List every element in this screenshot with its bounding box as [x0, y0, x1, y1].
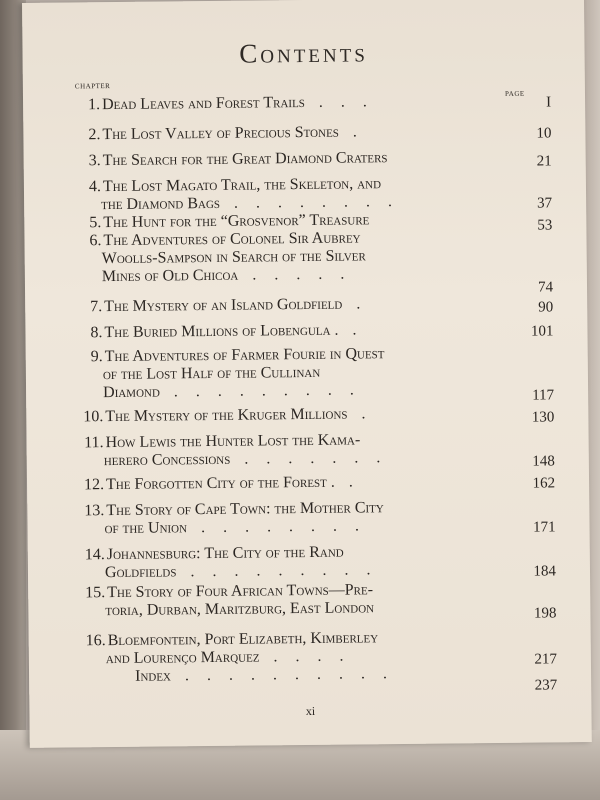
- page-number: 198: [533, 605, 557, 622]
- toc-entry-line: [78, 380, 526, 403]
- chapter-title-text: Goldfields: [104, 563, 177, 582]
- page-number-footer: xi: [305, 703, 316, 719]
- chapter-number: 2.: [88, 126, 101, 144]
- toc-entry-line: [75, 89, 525, 115]
- chapter-number: 6.: [89, 232, 102, 250]
- chapter-number: 3.: [88, 152, 101, 170]
- page-number: 90: [538, 299, 554, 316]
- leader-dots: . . . . . . . . .: [190, 561, 371, 581]
- toc-entry-line: [78, 404, 526, 427]
- leader-dots: .: [348, 473, 353, 491]
- page-number: 117: [532, 387, 555, 404]
- page-number: 74: [537, 279, 554, 296]
- leader-dots: . . . .: [273, 647, 344, 666]
- chapter-title-text: Bloemfontein, Port Elizabeth, Kimberley: [107, 629, 379, 650]
- leader-dots: . . . . . . . .: [200, 517, 360, 537]
- chapter-number: 10.: [83, 408, 104, 426]
- toc-entry[interactable]: [79, 498, 527, 539]
- toc-entry[interactable]: [76, 148, 524, 171]
- toc-entry[interactable]: [81, 664, 529, 687]
- toc-entry-line: [75, 122, 523, 145]
- toc-entry[interactable]: [75, 89, 525, 115]
- chapter-title-text: The Story of Four African Towns—Pre-: [107, 581, 374, 602]
- chapter-title-text: Mines of Old Chicoa: [101, 266, 239, 286]
- toc-entry-line: [79, 472, 527, 495]
- chapter-title-text: The Lost Magato Trail, the Skeleton, and: [102, 175, 382, 196]
- toc-entry-line: [76, 148, 524, 171]
- chapter-title-text: The Forgotten City of the Forest .: [105, 473, 335, 494]
- chapter-title-text: The Buried Millions of Lobengula .: [104, 321, 339, 342]
- chapter-title-text: How Lewis the Hunter Lost the Kama-: [105, 431, 361, 452]
- page-number: 217: [534, 651, 558, 668]
- leader-dots: .: [356, 295, 361, 313]
- chapter-number: 16.: [85, 632, 106, 650]
- leader-dots: .: [352, 123, 357, 141]
- leader-dots: .: [352, 321, 357, 339]
- leader-dots: . . . . .: [252, 265, 345, 284]
- chapter-number: 15.: [85, 584, 106, 602]
- chapter-number: 1.: [87, 96, 101, 114]
- toc-entry[interactable]: [76, 174, 524, 215]
- chapter-title-text: The Adventures of Farmer Fourie in Quest: [104, 345, 385, 366]
- toc-entry-line: [79, 448, 527, 471]
- page-title: Contents: [239, 37, 368, 69]
- page-number: 184: [533, 563, 557, 580]
- toc-entry-line: [81, 664, 529, 687]
- chapter-title-text: Index: [134, 667, 172, 685]
- chapter-title-text: The Hunt for the “Grosvenor” Treasure: [103, 211, 370, 232]
- chapter-number: 14.: [84, 546, 105, 564]
- page-number: 171: [532, 519, 556, 536]
- chapter-number: 12.: [83, 476, 105, 494]
- chapter-number: 8.: [90, 324, 103, 342]
- toc-entry[interactable]: [75, 122, 523, 145]
- page-number: 10: [536, 125, 552, 142]
- toc-entry[interactable]: [81, 628, 529, 669]
- chapter-title-text: toria, Durban, Maritzburg, East London: [105, 599, 375, 620]
- chapter-title-text: The Mystery of the Kruger Millions: [105, 405, 348, 426]
- chapter-title-text: The Lost Valley of Precious Stones: [102, 123, 339, 144]
- page-number: 37: [537, 195, 553, 212]
- toc-entry-line: [80, 560, 528, 583]
- toc-entry[interactable]: [76, 228, 525, 287]
- toc-entry-line: [80, 598, 528, 621]
- chapter-title-text: Dead Leaves and Forest Trails: [101, 93, 305, 114]
- leader-dots: . . . . . . . . .: [173, 381, 354, 401]
- leader-dots: . . .: [318, 93, 367, 111]
- book-page: [22, 0, 592, 748]
- chapter-title-text: and Lourenço Marquez: [105, 648, 260, 668]
- chapter-number: 7.: [90, 298, 103, 316]
- chapter-title-text: The Adventures of Colonel Sir Aubrey: [103, 229, 361, 250]
- page-column-header: PAGE: [504, 89, 525, 98]
- background-left: [0, 0, 26, 800]
- toc-entry[interactable]: [79, 430, 527, 471]
- chapter-title-text: herero Concessions: [103, 450, 231, 470]
- chapter-title-text: The Story of Cape Town: the Mother City: [106, 499, 384, 520]
- leader-dots: . . . . . . .: [244, 449, 381, 468]
- chapter-title-text: of the Lost Half of the Cullinan: [102, 363, 321, 384]
- page-number: 53: [537, 217, 553, 234]
- toc-entry[interactable]: [80, 542, 528, 583]
- chapter-title-text: Diamond: [103, 383, 160, 402]
- toc-entry[interactable]: [78, 404, 526, 427]
- chapter-title-text: the Diamond Bags: [101, 194, 221, 214]
- toc-entry[interactable]: [77, 294, 525, 317]
- toc-entry[interactable]: [80, 580, 528, 621]
- page-number: I: [546, 94, 552, 111]
- chapter-number: 5.: [89, 214, 102, 232]
- toc-entry[interactable]: [78, 344, 527, 403]
- toc-entry-line: [77, 264, 525, 287]
- chapter-number: 13.: [84, 502, 105, 520]
- leader-dots: . . . . . . . . . .: [184, 665, 388, 685]
- page-number: 148: [532, 453, 555, 470]
- chapter-number: 4.: [88, 178, 102, 196]
- chapter-number: 11.: [84, 434, 104, 452]
- toc-entry[interactable]: [77, 320, 525, 343]
- toc-entry-line: [77, 294, 525, 317]
- chapter-title-text: The Search for the Great Diamond Craters: [102, 149, 388, 170]
- toc-entry-line: [77, 320, 525, 343]
- chapter-title-text: Johannesburg: The City of the Rand: [106, 543, 344, 564]
- chapter-title-text: of the Union: [104, 519, 188, 538]
- chapter-title-text: Woolls-Sampson in Search of the Silver: [101, 247, 366, 268]
- toc-entry[interactable]: [79, 472, 527, 495]
- page-number: 130: [531, 409, 555, 426]
- chapter-number: 9.: [90, 348, 103, 366]
- page-number: 162: [532, 475, 556, 492]
- page-number: 101: [530, 323, 554, 340]
- chapter-title-text: The Mystery of an Island Goldfield: [104, 295, 343, 316]
- page-number: 237: [534, 677, 558, 694]
- leader-dots: . . . . . . . .: [233, 193, 393, 212]
- toc-entry-line: [79, 516, 527, 539]
- leader-dots: .: [361, 405, 366, 423]
- chapter-column-header: CHAPTER: [74, 82, 111, 91]
- page-number: 21: [536, 153, 552, 170]
